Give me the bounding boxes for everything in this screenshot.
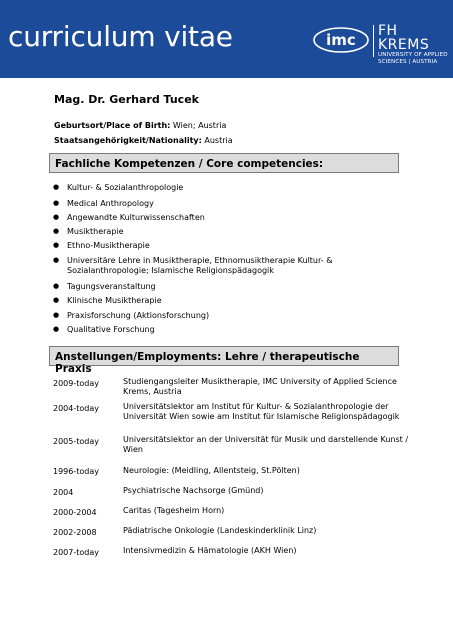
employment-year: 2009-today: [53, 379, 99, 388]
nationality-value: Austria: [204, 136, 233, 145]
document-title: curriculum vitae: [8, 20, 233, 53]
header-banner: [0, 0, 453, 78]
employment-year: 1996-today: [53, 467, 99, 476]
logo-subtitle-2: SCIENCES | AUSTRIA: [378, 58, 438, 65]
employment-description: Universitätslektor am Institut für Kultur- & Sozialanthropologie der Universität Wien sowie am Institut für Islamische Religionspädagogik: [123, 402, 400, 421]
birth-value: Wien; Austria: [172, 121, 227, 130]
employment-description: Neurologie: (Meidling, Allentsteig, St.Pölten): [123, 466, 300, 475]
employment-year: 2005-today: [53, 437, 99, 446]
logo-fh-krems: FH KREMS: [378, 23, 430, 53]
person-name: Mag. Dr. Gerhard Tucek: [54, 93, 199, 106]
birth-line: [54, 121, 226, 130]
employment-description: Psychiatrische Nachsorge (Gmünd): [123, 486, 264, 495]
fh-krems-logo: [378, 24, 453, 65]
employment-description: Universitätslektor an der Universität für Musik und darstellende Kunst / Wien: [123, 435, 409, 454]
employment-description: Caritas (Tagesheim Horn): [123, 506, 225, 515]
employment-year: 2007-today: [53, 548, 99, 557]
birth-label: Geburtsort/Place of Birth:: [54, 121, 171, 130]
logo-imc-text: imc: [326, 31, 356, 49]
employment-description: Studiengangsleiter Musiktherapie, IMC University of Applied Science Krems, Austria: [123, 377, 397, 396]
employment-description: Pädiatrische Onkologie (Landeskinderklinik Linz): [123, 526, 317, 535]
nationality-line: [54, 136, 233, 145]
employment-description: Intensivmedizin & Hämatologie (AKH Wien): [123, 546, 297, 555]
employment-year: 2000-2004: [53, 508, 97, 517]
employment-year: 2004-today: [53, 404, 99, 413]
employment-year: 2002-2008: [53, 528, 97, 537]
logo-subtitle-1: UNIVERSITY OF APPLIED: [378, 52, 448, 58]
logo-divider: [373, 25, 374, 57]
employments-heading: Anstellungen/Employments: Lehre / therapeutische Praxis: [49, 346, 399, 366]
imc-logo-icon: [313, 27, 369, 53]
nationality-label: Staatsangehörigkeit/Nationality:: [54, 136, 202, 145]
employment-year: 2004: [53, 488, 74, 497]
competencies-heading: Fachliche Kompetenzen / Core competencies:: [49, 153, 399, 173]
